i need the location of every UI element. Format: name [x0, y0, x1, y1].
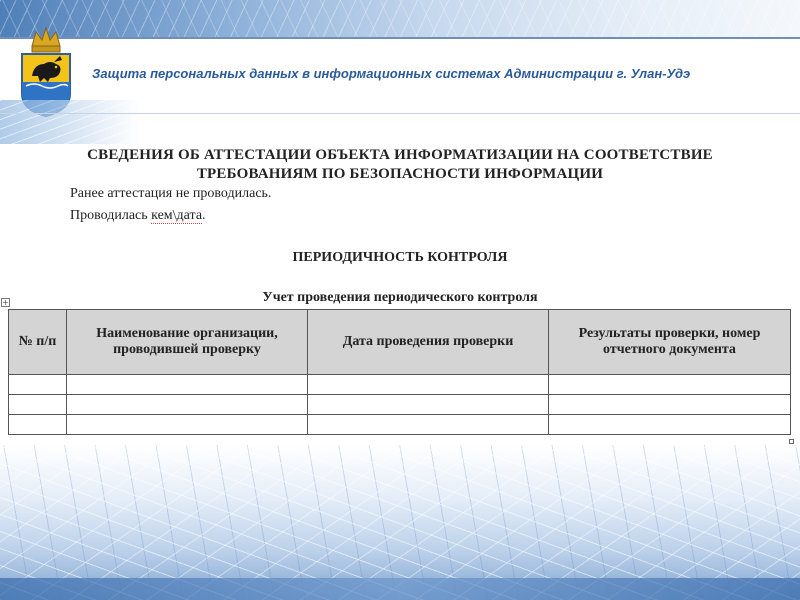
header-decoration-band	[0, 0, 800, 38]
attestation-by-whom-text	[70, 208, 206, 224]
table-cell[interactable]	[308, 415, 549, 435]
table-cell[interactable]	[67, 375, 308, 395]
attestation-suffix: .	[202, 208, 206, 223]
footer-decoration-band	[0, 445, 800, 600]
control-periodicity-heading: ПЕРИОДИЧНОСТЬ КОНТРОЛЯ	[292, 250, 508, 265]
table-resize-handle-icon[interactable]	[789, 439, 794, 444]
column-header-number: № п/п	[9, 310, 67, 375]
table-cell[interactable]	[67, 415, 308, 435]
table-cell[interactable]	[308, 375, 549, 395]
periodic-control-table	[8, 309, 791, 435]
column-header-results: Результаты проверки, номер отчетного документа	[549, 310, 791, 375]
table-cell[interactable]	[308, 395, 549, 415]
table-cell[interactable]	[9, 395, 67, 415]
table-row	[9, 395, 791, 415]
table-cell[interactable]	[9, 415, 67, 435]
column-header-organization: Наименование организации, проводившей проверку	[67, 310, 308, 375]
table-header-row	[9, 310, 791, 375]
page-title: Защита персональных данных в информационных системах Администрации г. Улан-Удэ	[92, 66, 691, 81]
table-cell[interactable]	[549, 415, 791, 435]
document-heading-line-1: СВЕДЕНИЯ ОБ АТТЕСТАЦИИ ОБЪЕКТА ИНФОРМАТИЗАЦИИ НА СООТВЕТСТВИЕ	[87, 147, 713, 163]
table-cell[interactable]	[9, 375, 67, 395]
table-row	[9, 415, 791, 435]
header-wave-decoration	[0, 100, 140, 144]
table-cell[interactable]	[549, 375, 791, 395]
document-heading-line-2: ТРЕБОВАНИЯМ ПО БЕЗОПАСНОСТИ ИНФОРМАЦИИ	[196, 166, 604, 182]
table-cell[interactable]	[549, 395, 791, 415]
table-row	[9, 375, 791, 395]
column-header-date: Дата проведения проверки	[308, 310, 549, 375]
attestation-status-text: Ранее аттестация не проводилась.	[70, 186, 272, 201]
document-heading	[0, 146, 800, 184]
table-caption: Учет проведения периодического контроля	[262, 290, 538, 305]
attestation-placeholder: кем\дата	[151, 208, 203, 223]
table-move-handle-icon[interactable]: +	[2, 298, 9, 307]
table-cell[interactable]	[67, 395, 308, 415]
attestation-prefix: Проводилась	[70, 208, 152, 223]
header-underline	[0, 113, 800, 114]
header-divider	[0, 37, 800, 39]
